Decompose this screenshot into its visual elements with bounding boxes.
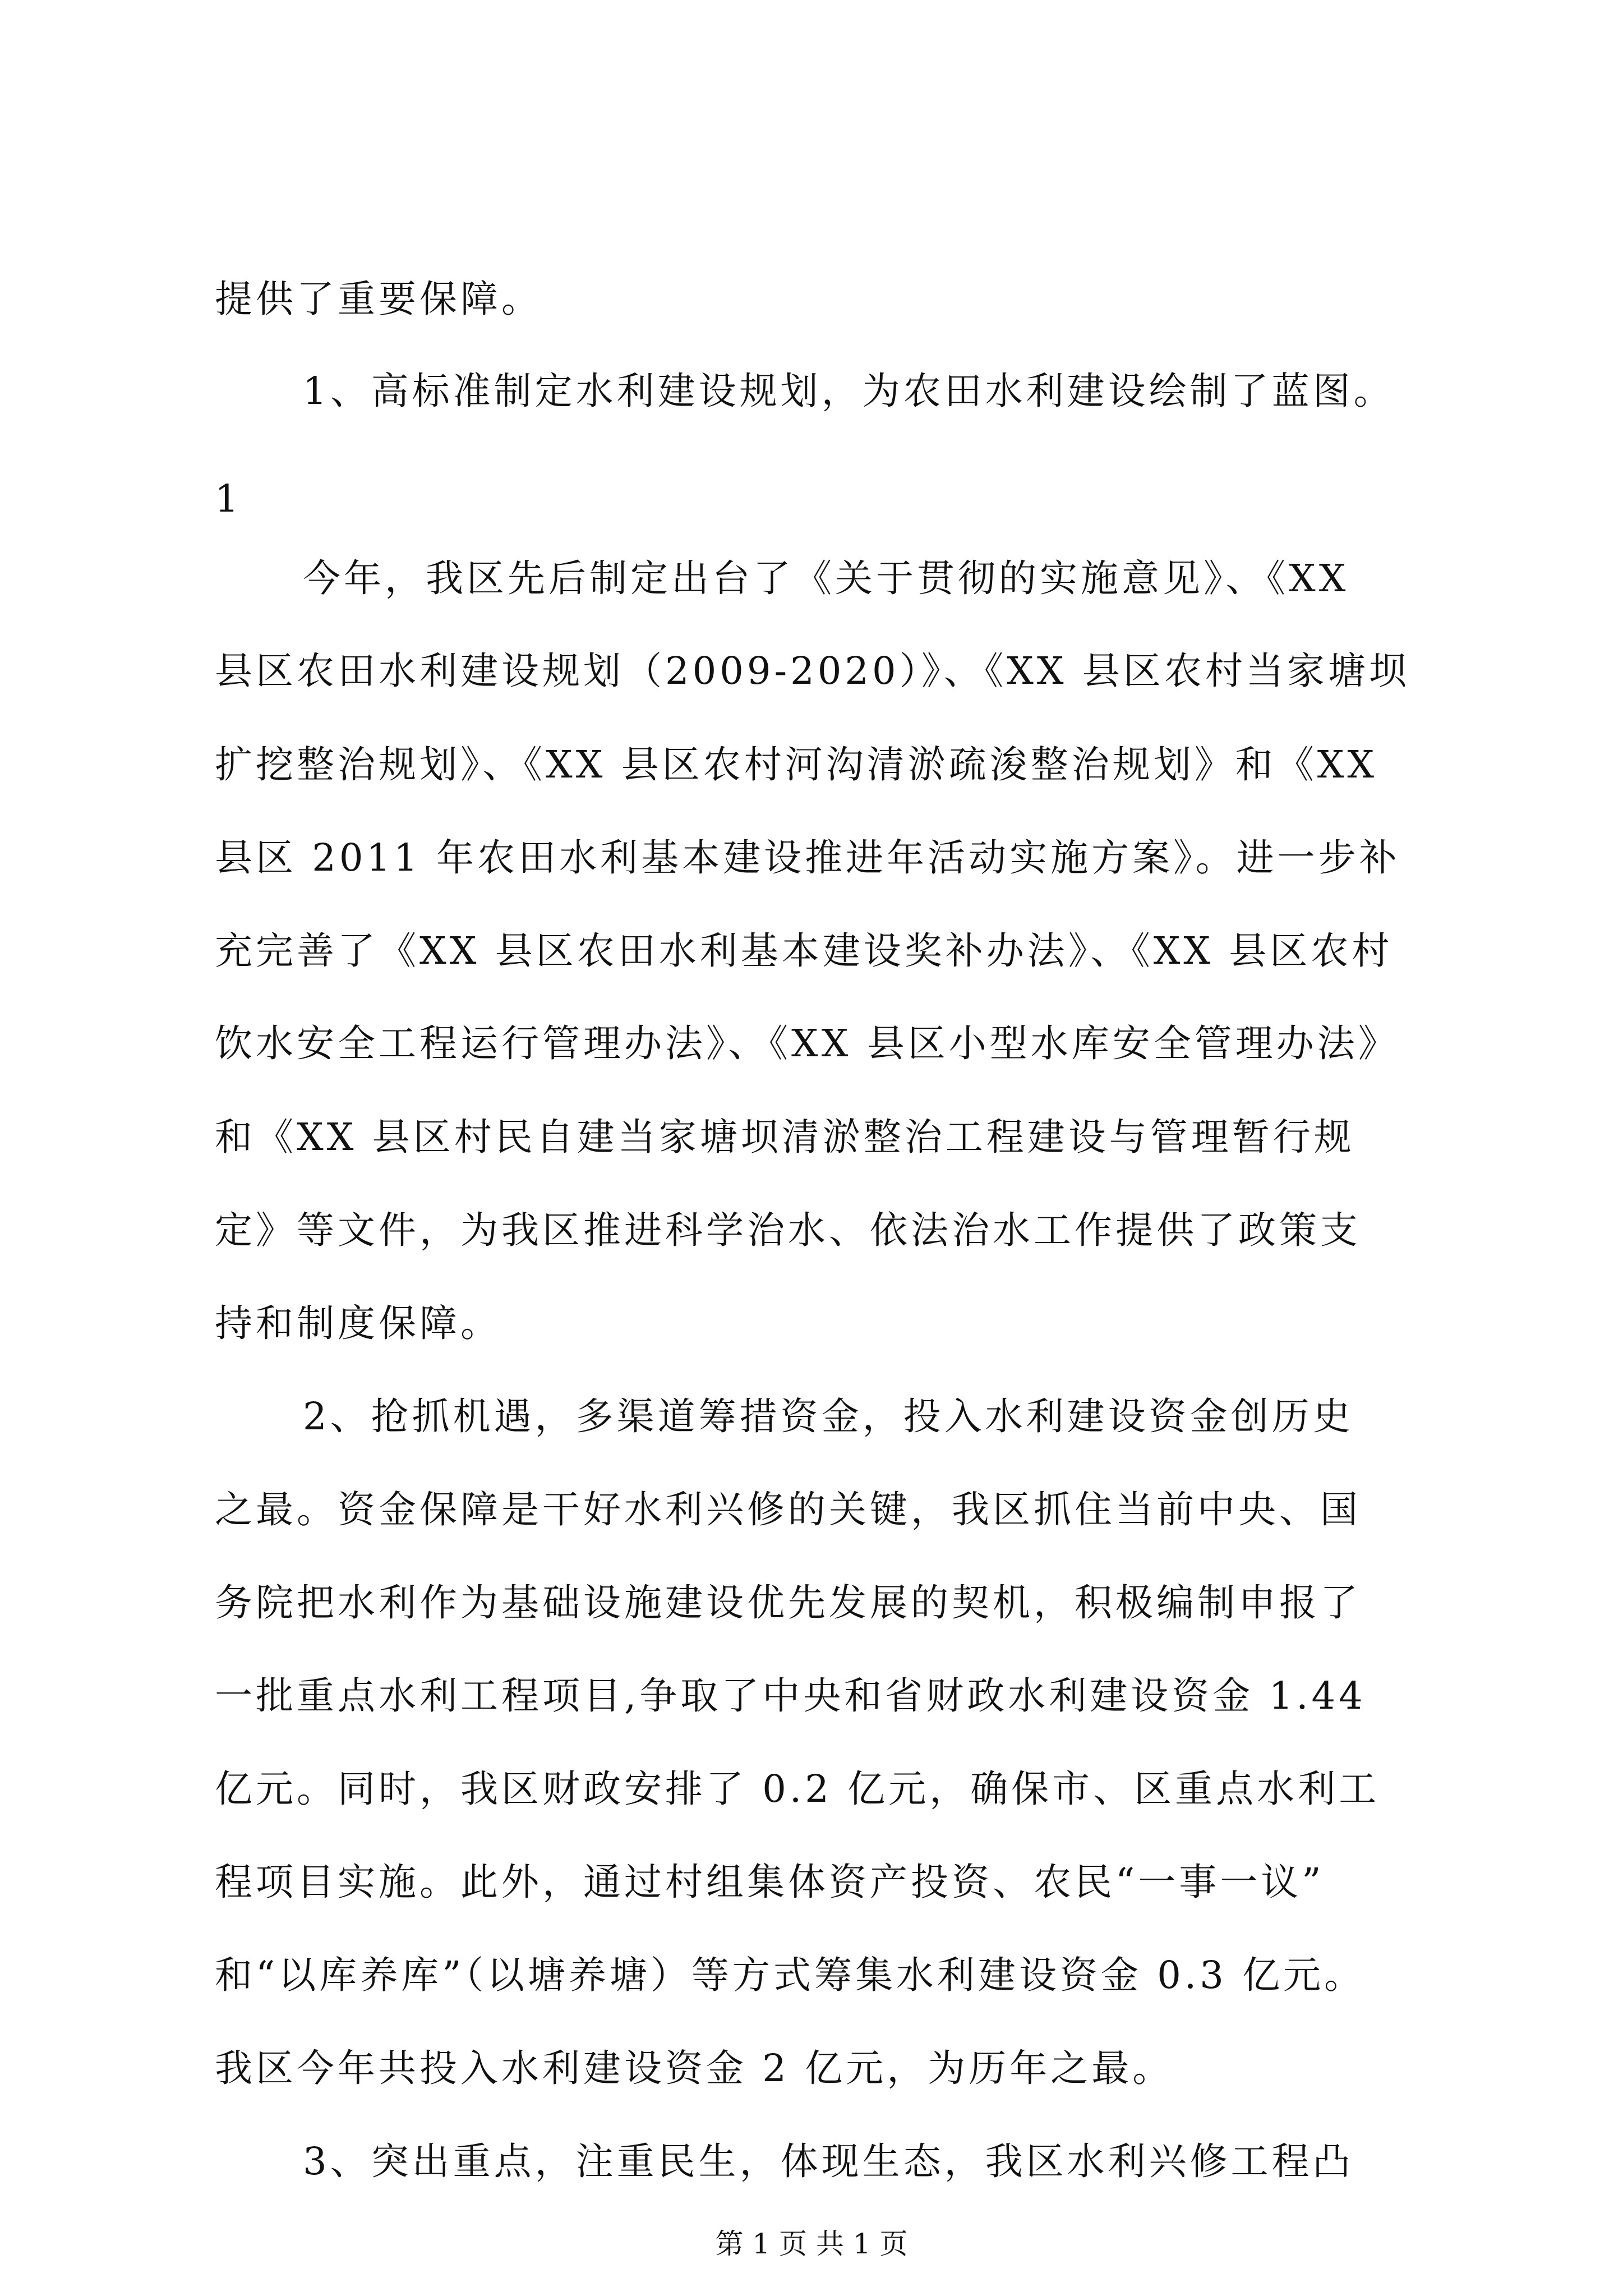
text-line: 一批重点水利工程项目,争取了中央和省财政水利建设资金 1.44 <box>215 1674 1366 1718</box>
text-line: 县区农田水利建设规划（2009-2020）》、《XX 县区农村当家塘坝 <box>215 649 1410 693</box>
text-line: 之最。资金保障是干好水利兴修的关键，我区抓住当前中央、国 <box>215 1488 1361 1531</box>
text-line: 持和制度保障。 <box>215 1301 501 1345</box>
page-footer: 第 1 页 共 1 页 <box>715 2228 908 2260</box>
text-line: 我区今年共投入水利建设资金 2 亿元，为历年之最。 <box>215 2046 1174 2090</box>
text-line: 程项目实施。此外，通过村组集体资产投资、农民“一事一议” <box>215 1860 1325 1904</box>
paragraph-start: 今年，我区先后制定出台了《关于贯彻的实施意见》、《XX <box>303 556 1349 600</box>
section-heading-2: 2、抢抓机遇，多渠道筹措资金，投入水利建设资金创历史 <box>303 1395 1354 1438</box>
text-line: 1 <box>215 477 242 521</box>
text-line: 和《XX 县区村民自建当家塘坝清淤整治工程建设与管理暂行规 <box>215 1115 1355 1159</box>
text-line: 提供了重要保障。 <box>215 277 542 321</box>
text-line: 充完善了《XX 县区农田水利基本建设奖补办法》、《XX 县区农村 <box>215 929 1393 973</box>
text-line: 定》等文件，为我区推进科学治水、依法治水工作提供了政策支 <box>215 1208 1361 1252</box>
text-line: 县区 2011 年农田水利基本建设推进年活动实施方案》。进一步补 <box>215 836 1400 880</box>
text-line: 亿元。同时，我区财政安排了 0.2 亿元，确保市、区重点水利工 <box>215 1767 1380 1811</box>
section-heading-3: 3、突出重点，注重民生，体现生态，我区水利兴修工程凸 <box>303 2139 1354 2183</box>
text-line: 和“以库养库”（以塘养塘）等方式筹集水利建设资金 0.3 亿元。 <box>215 1953 1366 1997</box>
section-heading-1: 1、高标准制定水利建设规划，为农田水利建设绘制了蓝图。 <box>303 369 1395 413</box>
text-line: 饮水安全工程运行管理办法》、《XX 县区小型水库安全管理办法》 <box>215 1022 1399 1065</box>
text-line: 务院把水利作为基础设施建设优先发展的契机，积极编制申报了 <box>215 1581 1361 1625</box>
text-line: 扩挖整治规划》、《XX 县区农村河沟清淤疏浚整治规划》和《XX <box>215 743 1378 786</box>
